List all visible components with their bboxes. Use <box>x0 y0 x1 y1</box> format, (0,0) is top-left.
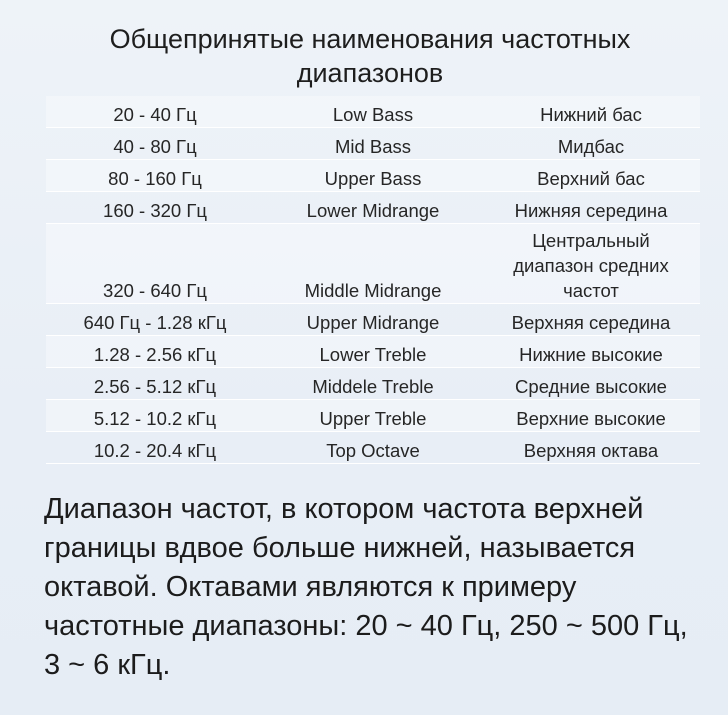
page-title: Общепринятые наименования частотных диапазонов <box>109 24 631 88</box>
range-cell: 160 - 320 Гц <box>46 192 264 224</box>
english-name-cell: Middle Midrange <box>264 224 482 304</box>
frequency-table <box>46 96 700 464</box>
range-cell: 40 - 80 Гц <box>46 128 264 160</box>
russian-name-cell: Верхние высокие <box>482 400 700 432</box>
russian-name-cell: Нижний бас <box>482 96 700 128</box>
english-name-cell: Lower Treble <box>264 336 482 368</box>
range-cell: 640 Гц - 1.28 кГц <box>46 304 264 336</box>
range-cell: 320 - 640 Гц <box>46 224 264 304</box>
table-row <box>46 96 700 128</box>
table-row <box>46 192 700 224</box>
russian-name-cell: Нижние высокие <box>482 336 700 368</box>
table-row <box>46 400 700 432</box>
range-cell: 10.2 - 20.4 кГц <box>46 432 264 464</box>
english-name-cell: Upper Midrange <box>264 304 482 336</box>
table-row <box>46 224 700 304</box>
range-cell: 20 - 40 Гц <box>46 96 264 128</box>
octave-definition-text: Диапазон частот, в котором частота верхней границы вдвое больше нижней, называется октавой. Октавами являются к примеру частотные диапазоны: 20 ~ 40 Гц, 250 ~ 500 Гц, 3 ~ 6 кГц. <box>44 493 688 681</box>
english-name-cell: Low Bass <box>264 96 482 128</box>
english-name-cell: Top Octave <box>264 432 482 464</box>
range-cell: 1.28 - 2.56 кГц <box>46 336 264 368</box>
english-name-cell: Middele Treble <box>264 368 482 400</box>
range-cell: 5.12 - 10.2 кГц <box>46 400 264 432</box>
english-name-cell: Upper Bass <box>264 160 482 192</box>
english-name-cell: Upper Treble <box>264 400 482 432</box>
russian-name-cell: Средние высокие <box>482 368 700 400</box>
russian-name-cell: Нижняя середина <box>482 192 700 224</box>
table-row <box>46 432 700 464</box>
russian-name-cell: Мидбас <box>482 128 700 160</box>
range-cell: 80 - 160 Гц <box>46 160 264 192</box>
table-row <box>46 336 700 368</box>
russian-name-cell: Верхний бас <box>482 160 700 192</box>
english-name-cell: Lower Midrange <box>264 192 482 224</box>
table-row <box>46 368 700 400</box>
table-row <box>46 304 700 336</box>
russian-name-cell: Верхняя октава <box>482 432 700 464</box>
russian-name-cell: Верхняя середина <box>482 304 700 336</box>
table-row <box>46 160 700 192</box>
table-row <box>46 128 700 160</box>
russian-name-cell: Центральный диапазон средних частот <box>482 224 700 304</box>
range-cell: 2.56 - 5.12 кГц <box>46 368 264 400</box>
english-name-cell: Mid Bass <box>264 128 482 160</box>
